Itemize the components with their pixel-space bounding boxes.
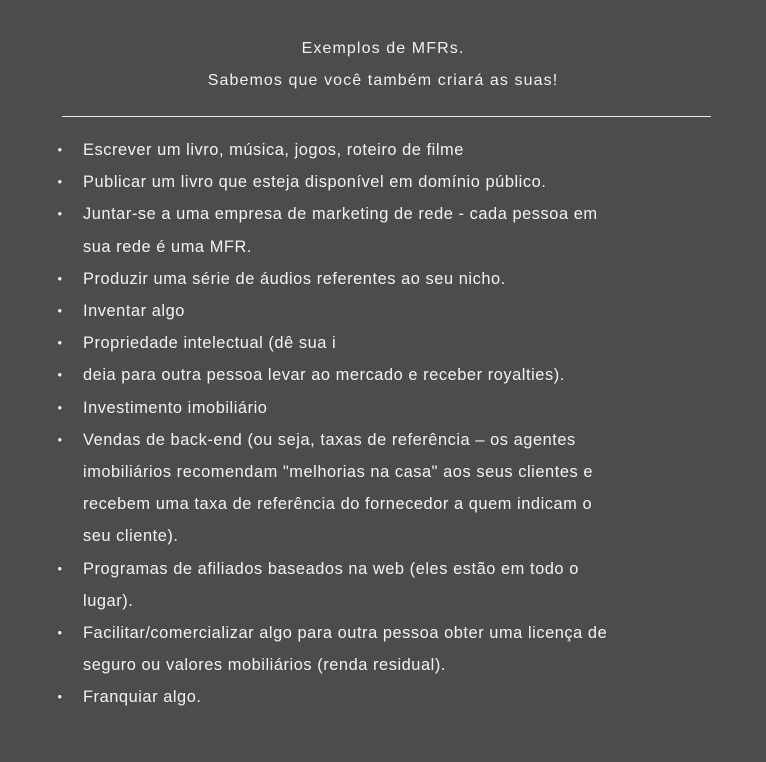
bullet-icon: • (57, 174, 63, 190)
list-item-line: Juntar-se a uma empresa de marketing de rede - cada pessoa em (83, 205, 598, 224)
list-item (0, 424, 766, 553)
list-item (0, 327, 766, 359)
bullet-icon: • (57, 270, 63, 286)
list-item-line: Publicar um livro que esteja disponível em domínio público. (83, 173, 547, 192)
list-item (0, 392, 766, 424)
list-item-line: recebem uma taxa de referência do fornecedor a quem indicam o (83, 495, 593, 514)
list-item (0, 134, 766, 166)
header-subtitle: Sabemos que você também criará as suas! (207, 72, 559, 89)
list-item-line: imobiliários recomendam "melhorias na casa" aos seus clientes e (83, 463, 593, 482)
list-item (0, 617, 766, 681)
list-item (0, 198, 766, 262)
list-item-line: deia para outra pessoa levar ao mercado e receber royalties). (83, 366, 565, 385)
bullet-icon: • (57, 431, 63, 447)
list-item-line: Programas de afiliados baseados na web (eles estão em todo o (83, 559, 579, 578)
list-item-line: Investimento imobiliário (83, 398, 268, 417)
bullet-icon: • (57, 303, 63, 319)
bullet-icon: • (57, 625, 63, 641)
list-item-line: lugar). (83, 591, 134, 610)
list-item (0, 166, 766, 198)
list-item-line: Franquiar algo. (83, 688, 202, 707)
header-title: Exemplos de MFRs. (301, 40, 465, 57)
list-item-line: Inventar algo (83, 302, 185, 321)
bullet-icon: • (57, 689, 63, 705)
bullet-icon: • (57, 142, 63, 157)
list-item (0, 295, 766, 327)
list-item (0, 263, 766, 295)
bullet-icon: • (57, 367, 63, 383)
list-item-line: seguro ou valores mobiliários (renda residual). (83, 656, 446, 675)
list-item-line: Escrever um livro, música, jogos, roteiro de filme (83, 141, 464, 159)
list-item-line: Facilitar/comercializar algo para outra pessoa obter uma licença de (83, 624, 608, 643)
bullet-icon: • (57, 399, 63, 415)
list-item-line: Vendas de back-end (ou seja, taxas de referência – os agentes (83, 430, 576, 449)
list-item (0, 681, 766, 713)
header (0, 33, 766, 97)
bullet-icon: • (57, 560, 63, 576)
bullet-icon: • (57, 206, 63, 222)
list-item (0, 359, 766, 391)
divider (62, 116, 711, 117)
list-item-line: Propriedade intelectual (dê sua i (83, 334, 337, 353)
examples-list (0, 134, 766, 714)
list-item-line: Produzir uma série de áudios referentes ao seu nicho. (83, 269, 506, 288)
list-item (0, 553, 766, 617)
list-item-line: seu cliente). (83, 527, 179, 546)
bullet-icon: • (57, 335, 63, 351)
list-item-line: sua rede é uma MFR. (83, 237, 252, 256)
